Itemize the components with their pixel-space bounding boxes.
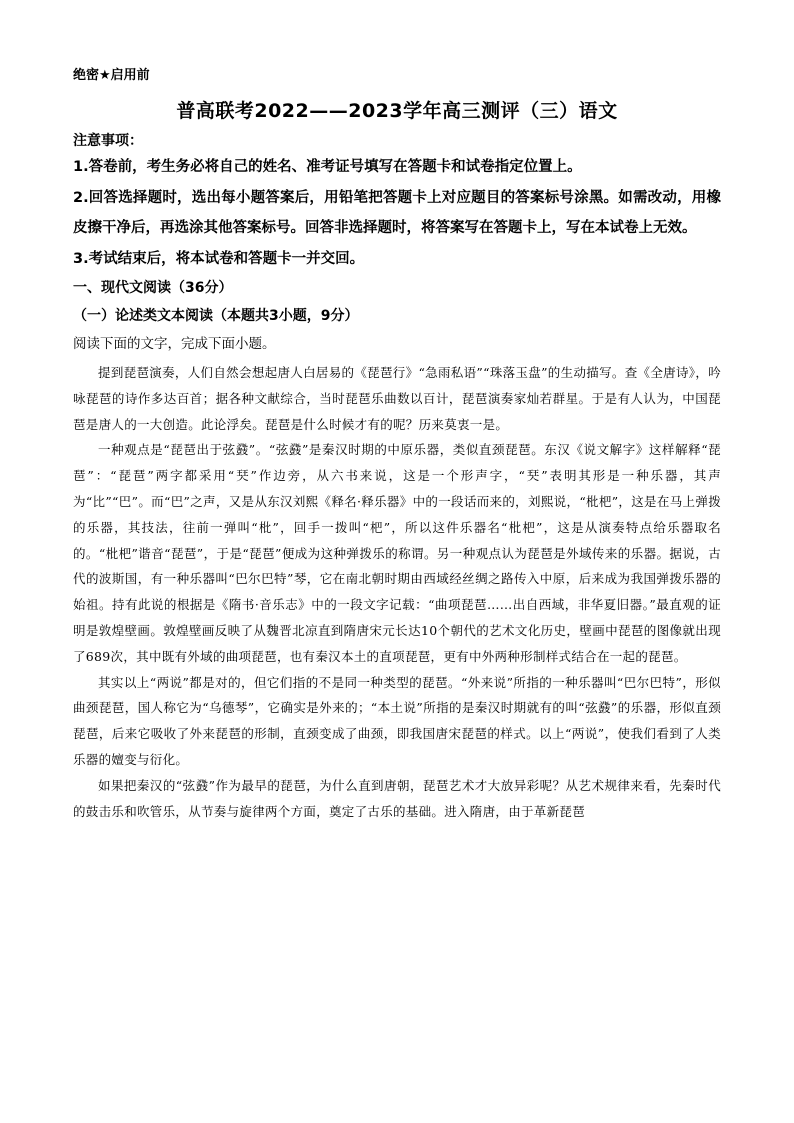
confidential-mark: 绝密★启用前 [73, 68, 150, 83]
notice-item-1: 1.答卷前，考生务必将自己的姓名、准考证号填写在答题卡和试卷指定位置上。 [73, 159, 582, 175]
section-heading: 一、现代文阅读（36分） [73, 280, 233, 296]
subsection-heading: （一）论述类文本阅读（本题共3小题，9分） [73, 308, 359, 324]
notice-heading: 注意事项： [73, 133, 143, 149]
passage-paragraph-2: 一种观点是“琵琶出于弦鼗”。“弦鼗”是秦汉时期的中原乐器，类似直颈琵琶。东汉《说文解字》这样解释“琵琶”：“琵琶”两字都采用“珡”作边旁，从六书来说，这是一个形声字，“珡”表明其形是一种乐器，其声为“比”“巴”。而“巴”之声，又是从东汉刘熙《释名·释乐器》中的一段话而来的，刘熙说，“枇杷”，这是在马上弹拨的乐器，其技法，往前一弹叫“枇”，回手一拨叫“杷”，所以这件乐器名“枇杷”，这是从演奏特点给乐器取名的。“枇杷”谐音“琵琶”，于是“琵琶”便成为这种弹拨乐的称谓。另一种观点认为琵琶是外域传来的乐器。据说，古代的波斯国，有一种乐器叫“巴尔巴特”琴，它在南北朝时期由西域经丝绸之路传入中原，后来成为我国弹拨乐器的始祖。持有此说的根据是《隋书·音乐志》中的一段文字记载：“曲项琵琶……出自西域，非华夏旧器。”最直观的证明是敦煌壁画。敦煌壁画反映了从魏晋北凉直到隋唐宋元长达10个朝代的艺术文化历史，壁画中琵琶的图像就出现了689次，其中既有外域的曲项琵琶，也有秦汉本土的直项琵琶，更有中外两种形制样式结合在一起的琵琶。 [73, 442, 721, 664]
notice-item-3: 3.考试结束后，将本试卷和答题卡一并交回。 [73, 250, 365, 267]
reading-instruction: 阅读下面的文字，完成下面小题。 [73, 336, 276, 352]
passage-paragraph-3: 其实以上“两说”都是对的，但它们指的不是同一种类型的琵琶。“外来说”所指的一种乐器叫“巴尔巴特”，形似曲颈琵琶，国人称它为“乌德琴”，它确实是外来的；“本土说”所指的是秦汉时期就有的叫“弦鼗”的乐器，形似直颈琵琶，后来它吸收了外来琵琶的形制，直颈变成了曲颈，即我国唐宋琵琶的样式。以上“两说”，使我们看到了人类乐器的嬗变与衍化。 [73, 674, 721, 767]
notice-item-2: 2.回答选择题时，选出每小题答案后，用铅笔把答题卡上对应题目的答案标号涂黑。如需改动，用橡皮擦干净后，再选涂其他答案标号。回答非选择题时，将答案写在答题卡上，写在本试卷上无效。 [73, 189, 721, 236]
passage-paragraph-4: 如果把秦汉的“弦鼗”作为最早的琵琶，为什么直到唐朝，琵琶艺术才大放异彩呢？从艺术规律来看，先秦时代的鼓击乐和吹管乐，从节奏与旋律两个方面，奠定了古乐的基础。进入隋唐，由于革新琵琶 [73, 777, 721, 819]
page-title: 普高联考2022——2023学年高三测评（三）语文 [176, 100, 618, 122]
exam-page [73, 58, 721, 824]
passage-paragraph-1: 提到琵琶演奏，人们自然会想起唐人白居易的《琵琶行》“急雨私语”“珠落玉盘”的生动描写。查《全唐诗》，吟咏琵琶的诗作多达百首；据各种文献综合，当时琵琶乐曲数以百计，琵琶演奏家灿若群星。于是有人认为，中国琵琶是唐人的一大创造。此论浮矣。琵琶是什么时候才有的呢？历来莫衷一是。 [73, 365, 721, 432]
